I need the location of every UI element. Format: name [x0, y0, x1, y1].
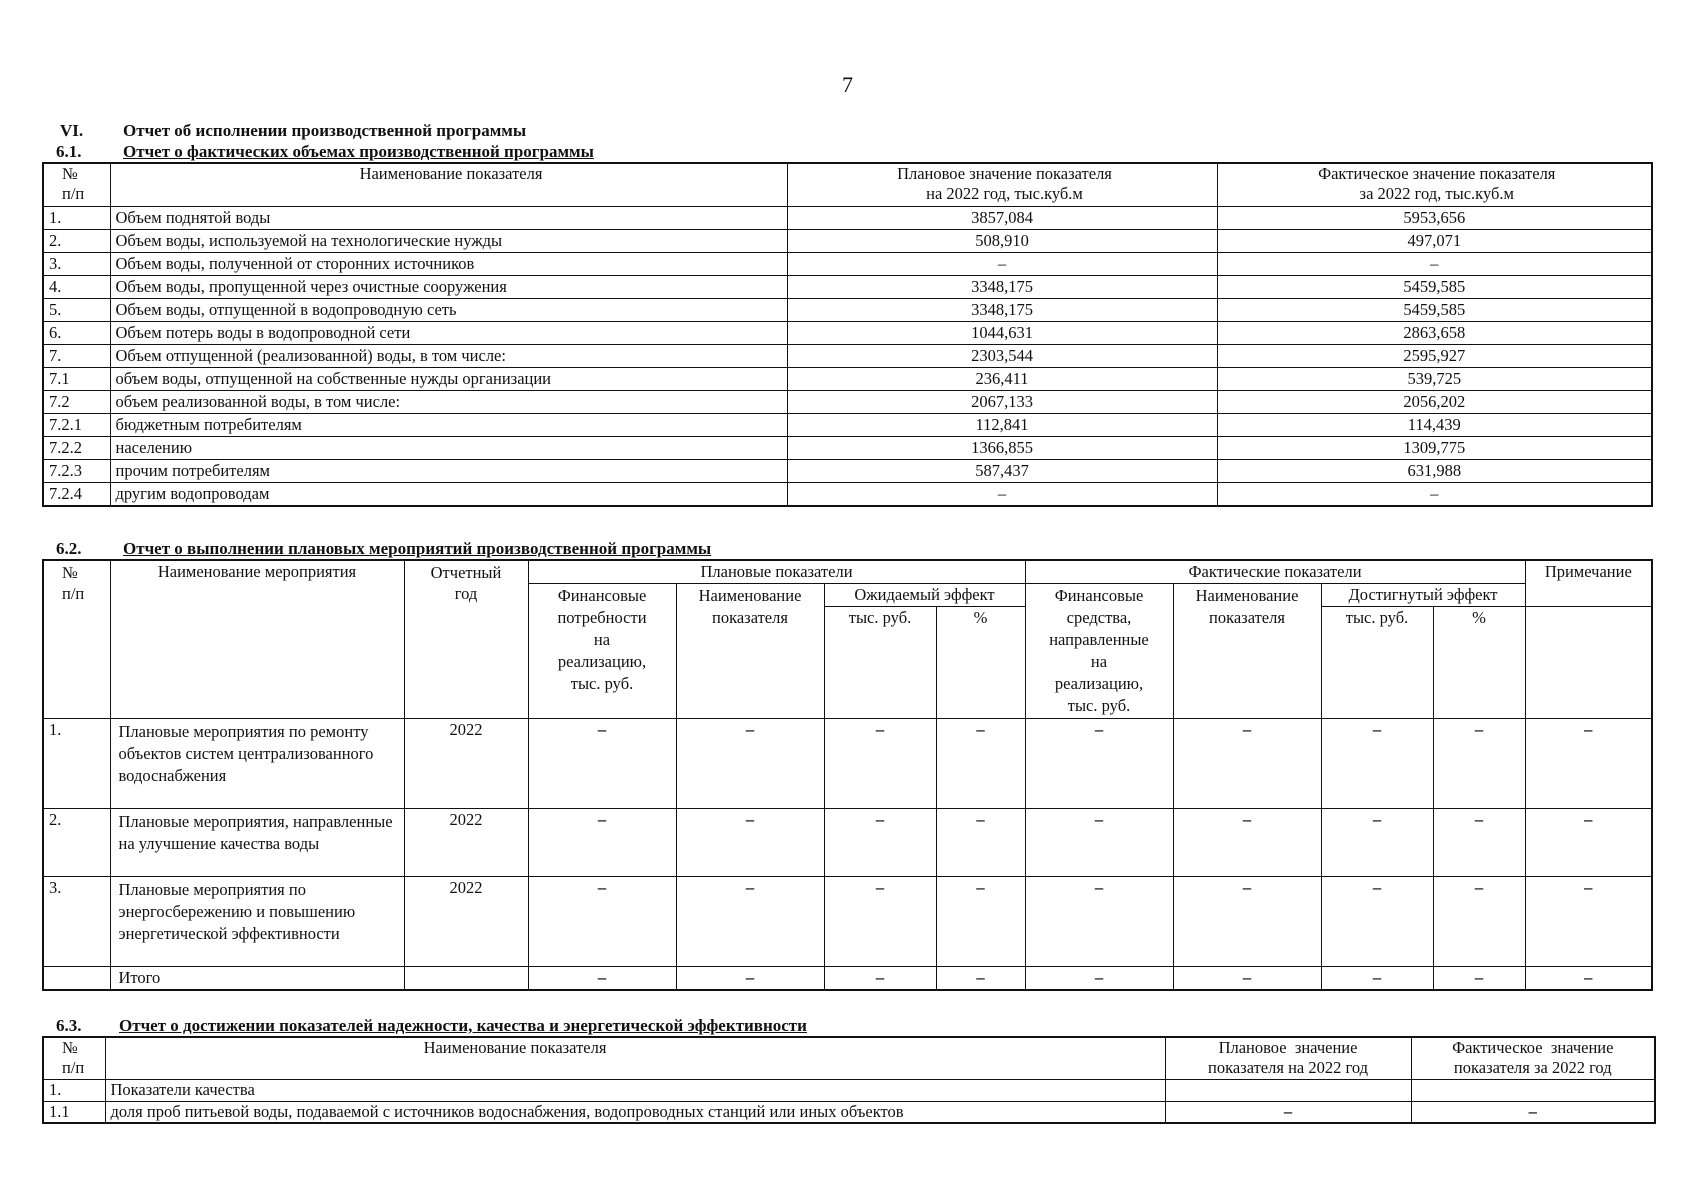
row-num: 3. — [43, 253, 110, 276]
reliability-plan — [1165, 1079, 1411, 1101]
section-63-title: Отчет о достижении показателей надежности, качества и энергетической эффективности — [119, 1016, 807, 1035]
volumes-table-header — [43, 163, 1652, 207]
measure-name: Плановые мероприятия, направленные на улучшение качества воды — [110, 809, 404, 877]
total-year — [404, 967, 528, 991]
reliability-table — [42, 1036, 1656, 1124]
row-num: 2. — [43, 230, 110, 253]
measure-value: – — [1321, 809, 1433, 877]
section-vi-heading — [60, 121, 527, 141]
measure-value: – — [528, 719, 676, 809]
measures-header-fact-eff-rub: тыс. руб. — [1321, 607, 1433, 719]
measures-header-plan-group: Плановые показатели — [528, 560, 1025, 584]
measure-value: – — [1025, 719, 1173, 809]
row-num: 7.2.2 — [43, 437, 110, 460]
row-name: населению — [110, 437, 787, 460]
row-name: Объем поднятой воды — [110, 207, 787, 230]
table-row — [43, 483, 1652, 507]
row-num: 4. — [43, 276, 110, 299]
total-value: – — [936, 967, 1025, 991]
measure-value: – — [676, 877, 824, 967]
measure-name: Плановые мероприятия по энергосбережению и повышению энергетической эффективности — [110, 877, 404, 967]
measure-value: – — [1433, 809, 1525, 877]
row-plan: 508,910 — [787, 230, 1217, 253]
reliability-num: 1.1 — [43, 1101, 105, 1123]
header-name: Наименование показателя — [110, 163, 787, 207]
measure-value: – — [1321, 719, 1433, 809]
measure-value: – — [1025, 809, 1173, 877]
section-62-title: Отчет о выполнении плановых мероприятий производственной программы — [123, 539, 712, 558]
table-row — [43, 391, 1652, 414]
measures-header-num: № п/п — [43, 560, 110, 719]
section-61-heading — [56, 142, 594, 162]
table-row — [43, 460, 1652, 483]
row-name: объем реализованной воды, в том числе: — [110, 391, 787, 414]
row-plan: 1044,631 — [787, 322, 1217, 345]
reliability-header-plan: Плановое значение показателя на 2022 год — [1165, 1037, 1411, 1079]
row-plan: 112,841 — [787, 414, 1217, 437]
section-63-heading — [56, 1016, 807, 1036]
total-name: Итого — [110, 967, 404, 991]
measure-year: 2022 — [404, 877, 528, 967]
table-row — [43, 230, 1652, 253]
measures-header-fact-effect: Достигнутый эффект — [1321, 584, 1525, 607]
table-row — [43, 437, 1652, 460]
row-name: Объем воды, полученной от сторонних источников — [110, 253, 787, 276]
reliability-plan: – — [1165, 1101, 1411, 1123]
table-row — [43, 322, 1652, 345]
total-value: – — [824, 967, 936, 991]
measures-header-year: Отчетный год — [404, 560, 528, 719]
row-plan: 236,411 — [787, 368, 1217, 391]
reliability-header-name: Наименование показателя — [105, 1037, 1165, 1079]
measure-value: – — [1525, 719, 1652, 809]
table-row — [43, 1101, 1655, 1123]
measure-value: – — [1525, 877, 1652, 967]
row-name: бюджетным потребителям — [110, 414, 787, 437]
row-fact: – — [1217, 483, 1652, 507]
table-row — [43, 414, 1652, 437]
measure-num: 3. — [43, 877, 110, 967]
section-vi-number: VI. — [60, 121, 84, 140]
table-row — [43, 207, 1652, 230]
measures-header-name: Наименование мероприятия — [110, 560, 404, 719]
row-num: 7.2.1 — [43, 414, 110, 437]
section-61-title: Отчет о фактических объемах производственной программы — [123, 142, 594, 161]
section-62-heading — [56, 539, 712, 559]
header-fact: Фактическое значение показателя за 2022 год, тыс.куб.м — [1217, 163, 1652, 207]
measure-value: – — [1173, 809, 1321, 877]
row-name: прочим потребителям — [110, 460, 787, 483]
row-plan: 587,437 — [787, 460, 1217, 483]
measure-value: – — [824, 809, 936, 877]
measure-value: – — [1173, 877, 1321, 967]
row-plan: 3348,175 — [787, 276, 1217, 299]
table-row — [43, 253, 1652, 276]
measure-value: – — [1173, 719, 1321, 809]
measures-table — [42, 559, 1653, 991]
reliability-fact — [1411, 1079, 1655, 1101]
table-row — [43, 719, 1652, 809]
volumes-table — [42, 162, 1653, 507]
total-value: – — [1173, 967, 1321, 991]
row-name: Объем потерь воды в водопроводной сети — [110, 322, 787, 345]
table-row — [43, 809, 1652, 877]
measure-value: – — [1433, 877, 1525, 967]
measures-header-fact-fin: Финансовые средства, направленные на реализацию, тыс. руб. — [1025, 584, 1173, 719]
measures-header-plan-effect: Ожидаемый эффект — [824, 584, 1025, 607]
row-name: Объем отпущенной (реализованной) воды, в том числе: — [110, 345, 787, 368]
total-value: – — [1321, 967, 1433, 991]
measure-value: – — [676, 809, 824, 877]
measure-value: – — [936, 877, 1025, 967]
measure-value: – — [824, 877, 936, 967]
row-fact: 2056,202 — [1217, 391, 1652, 414]
measures-header-plan-ind: Наименование показателя — [676, 584, 824, 719]
table-row — [43, 276, 1652, 299]
measure-value: – — [824, 719, 936, 809]
measure-name: Плановые мероприятия по ремонту объектов систем централизованного водоснабжения — [110, 719, 404, 809]
measure-num: 1. — [43, 719, 110, 809]
measures-header-plan-fin: Финансовые потребности на реализацию, тыс. руб. — [528, 584, 676, 719]
measures-header-fact-eff-pct: % — [1433, 607, 1525, 719]
section-61-number: 6.1. — [56, 142, 82, 161]
header-num: № п/п — [43, 163, 110, 207]
section-63-number: 6.3. — [56, 1016, 82, 1035]
row-plan: 2303,544 — [787, 345, 1217, 368]
measure-year: 2022 — [404, 719, 528, 809]
row-fact: 2863,658 — [1217, 322, 1652, 345]
row-num: 7.2.4 — [43, 483, 110, 507]
measure-num: 2. — [43, 809, 110, 877]
row-fact: – — [1217, 253, 1652, 276]
row-name: Объем воды, пропущенной через очистные сооружения — [110, 276, 787, 299]
reliability-header-num: № п/п — [43, 1037, 105, 1079]
row-num: 7. — [43, 345, 110, 368]
measure-value: – — [1433, 719, 1525, 809]
reliability-name: доля проб питьевой воды, подаваемой с источников водоснабжения, водопроводных станций или иных объектов — [105, 1101, 1165, 1123]
measure-value: – — [528, 809, 676, 877]
measures-header-row-1 — [43, 560, 1652, 584]
table-row — [43, 368, 1652, 391]
measures-header-fact-ind: Наименование показателя — [1173, 584, 1321, 719]
row-num: 7.2.3 — [43, 460, 110, 483]
total-value: – — [1433, 967, 1525, 991]
header-plan: Плановое значение показателя на 2022 год, тыс.куб.м — [787, 163, 1217, 207]
measures-header-plan-eff-pct: % — [936, 607, 1025, 719]
total-row — [43, 967, 1652, 991]
table-row — [43, 877, 1652, 967]
row-num: 1. — [43, 207, 110, 230]
page-number: 7 — [842, 72, 853, 97]
row-name: другим водопроводам — [110, 483, 787, 507]
row-fact: 1309,775 — [1217, 437, 1652, 460]
measure-value: – — [1525, 809, 1652, 877]
row-fact: 5953,656 — [1217, 207, 1652, 230]
row-name: Объем воды, используемой на технологические нужды — [110, 230, 787, 253]
measures-header-plan-eff-rub: тыс. руб. — [824, 607, 936, 719]
row-plan: – — [787, 253, 1217, 276]
measures-header-note: Примечание — [1525, 560, 1652, 607]
reliability-header-fact: Фактическое значение показателя за 2022 год — [1411, 1037, 1655, 1079]
section-62-number: 6.2. — [56, 539, 82, 558]
row-plan: – — [787, 483, 1217, 507]
reliability-num: 1. — [43, 1079, 105, 1101]
table-row — [43, 299, 1652, 322]
row-plan: 3857,084 — [787, 207, 1217, 230]
row-num: 6. — [43, 322, 110, 345]
row-plan: 1366,855 — [787, 437, 1217, 460]
row-num: 7.1 — [43, 368, 110, 391]
row-fact: 497,071 — [1217, 230, 1652, 253]
row-num: 5. — [43, 299, 110, 322]
row-fact: 631,988 — [1217, 460, 1652, 483]
row-name: Объем воды, отпущенной в водопроводную сеть — [110, 299, 787, 322]
row-fact: 539,725 — [1217, 368, 1652, 391]
measure-value: – — [528, 877, 676, 967]
reliability-fact: – — [1411, 1101, 1655, 1123]
row-num: 7.2 — [43, 391, 110, 414]
total-num — [43, 967, 110, 991]
total-value: – — [528, 967, 676, 991]
measure-value: – — [676, 719, 824, 809]
row-plan: 2067,133 — [787, 391, 1217, 414]
total-value: – — [1025, 967, 1173, 991]
table-row — [43, 345, 1652, 368]
measure-value: – — [1321, 877, 1433, 967]
measure-value: – — [936, 719, 1025, 809]
measure-year: 2022 — [404, 809, 528, 877]
row-fact: 5459,585 — [1217, 276, 1652, 299]
measure-value: – — [936, 809, 1025, 877]
row-fact: 114,439 — [1217, 414, 1652, 437]
reliability-header-row — [43, 1037, 1655, 1079]
reliability-name: Показатели качества — [105, 1079, 1165, 1101]
measures-header-note-sub — [1525, 607, 1652, 719]
section-vi-title: Отчет об исполнении производственной программы — [123, 121, 527, 140]
row-fact: 5459,585 — [1217, 299, 1652, 322]
measure-value: – — [1025, 877, 1173, 967]
row-name: объем воды, отпущенной на собственные нужды организации — [110, 368, 787, 391]
row-plan: 3348,175 — [787, 299, 1217, 322]
table-row — [43, 1079, 1655, 1101]
total-value: – — [1525, 967, 1652, 991]
total-value: – — [676, 967, 824, 991]
measures-header-fact-group: Фактические показатели — [1025, 560, 1525, 584]
row-fact: 2595,927 — [1217, 345, 1652, 368]
